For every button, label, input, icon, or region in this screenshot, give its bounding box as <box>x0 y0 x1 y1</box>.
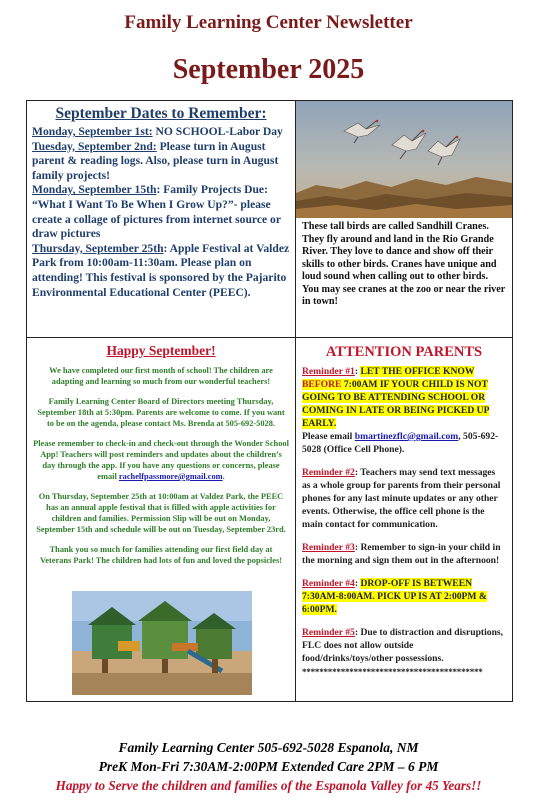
footer-hours: PreK Mon-Fri 7:30AM-2:00PM Extended Care 2PM – 6 PM <box>98 759 439 774</box>
reminder-text: Please email <box>302 431 355 442</box>
footer-tagline: Happy to Serve the children and families of the Espanola Valley for 45 Years!! <box>55 778 482 793</box>
happy-paragraph <box>33 438 289 482</box>
reminder-label: Reminder #2 <box>302 467 355 478</box>
reminder-label: Reminder #1 <box>302 366 355 377</box>
date-label: Monday, September 1st: <box>32 125 153 138</box>
dates-heading: September Dates to Remember: <box>55 105 267 122</box>
date-text: Please turn in August parent & reading logs. Also, please turn in August family projects! <box>32 139 279 182</box>
reminder-5 <box>302 626 506 665</box>
happy-paragraph: On Thursday, September 25th at 10:00am at Valdez Park, the PEEC has an annual apple festival that is filled with apple activities for children and families. Permission Slip will be out on Monday, September 15th and schedule will be out on Tuesday, September 23rd. <box>36 492 286 534</box>
reminder-text: , 505-692-5028 (Office Cell Phone). <box>302 431 499 455</box>
newsletter-month: September 2025 <box>172 54 365 85</box>
date-text: NO SCHOOL-Labor Day <box>152 125 283 138</box>
reminder-highlight: DROP-OFF IS BETWEEN 7:30AM-8:00AM. PICK UP IS AT 2:00PM & 6:00PM. <box>302 578 487 615</box>
reminder-colon: : <box>354 578 361 589</box>
reminder-text: : Teachers may send text messages as a whole group for parents from their personal phones for any last minute updates or any other events. Otherwise, the office cell phone is the main contact for communication. <box>302 467 501 530</box>
reminder-label: Reminder #5 <box>302 627 355 638</box>
date-label: Tuesday, September 2nd: <box>32 139 157 153</box>
reminder-4 <box>302 577 506 616</box>
reminder-3 <box>302 541 506 567</box>
happy-paragraph: We have completed our first month of school! The children are adapting and learning so much from our wonderful teachers! <box>49 366 273 386</box>
attention-heading: ATTENTION PARENTS <box>325 344 483 360</box>
reminder-text: : Remember to sign-in your child in the morning and sign them out in the afternoon! <box>302 542 501 566</box>
date-item <box>32 242 290 300</box>
happy-heading: Happy September! <box>106 343 216 358</box>
date-label: Monday, September 15th <box>32 183 157 197</box>
date-item <box>32 140 290 184</box>
reminder-before: BEFORE <box>302 379 342 390</box>
reminder-label: Reminder #4 <box>302 578 355 589</box>
date-item <box>32 125 290 140</box>
sandhill-cranes-box <box>295 100 513 338</box>
newsletter-title: Family Learning Center Newsletter <box>124 12 413 33</box>
happy-paragraph: Thank you so much for families attending our first field day at Veterans Park! The children had lots of fun and loved the popsicles! <box>39 545 283 565</box>
reminder-text: : Due to distraction and disruptions, FLC does not allow outside food/drinks/toys/other possessions. <box>302 627 504 664</box>
sandhill-cranes-photo <box>296 101 512 218</box>
reminder-label: Reminder #3 <box>302 542 355 553</box>
date-label: Thursday, September 25th <box>32 241 164 255</box>
reminder-highlight: LET THE OFFICE KNOW <box>360 366 475 377</box>
dates-to-remember-box <box>26 100 296 338</box>
reminder-1 <box>302 365 506 456</box>
star-divider: ****************************************** <box>302 667 483 677</box>
happy-paragraph-text: Please remember to check-in and check-out through the Wonder School App! Teachers will post reminders and updates about the children’s day through the app. If you have any questions or concerns, please email <box>33 439 289 481</box>
happy-september-box <box>26 337 296 702</box>
date-text: : Apple Festival at Valdez Park from 10:00am-11:30am. Please plan on attending! This festival is sponsored by the Pajarito Environmental Educational Center (PEEC). <box>32 241 290 299</box>
happy-paragraph: Family Learning Center Board of Directors meeting Thursday, September 18th at 5:30pm. Parents are welcome to come. If you want to be on the agenda, please contact Ms. Brenda at 505-692-5028. <box>37 397 285 428</box>
playground-photo <box>72 591 252 695</box>
cranes-caption: These tall birds are called Sandhill Cranes. They fly around and land in the Rio Grande River. They love to dance and show off their skills to other birds. Cranes have unique and loud sound when calling out to other birds. You may see cranes at the zoo or near the river in town! <box>302 221 506 307</box>
attention-parents-box <box>295 337 513 702</box>
office-email-link[interactable]: bmartinezflc@gmail.com <box>354 431 459 442</box>
date-text: : Family Projects Due: “What I Want To Be When I Grow Up?”- please create a collage of pictures from internet source or draw pictures <box>32 183 281 241</box>
date-item <box>32 183 290 241</box>
reminder-2 <box>302 466 506 531</box>
footer-contact: Family Learning Center 505-692-5028 Espanola, NM <box>118 740 419 755</box>
happy-paragraph-end: . <box>222 472 225 481</box>
reminder-colon: : <box>354 366 361 377</box>
reminder-highlight: 7:00AM IF YOUR CHILD IS NOT GOING TO BE ATTENDING SCHOOL OR COMING IN LATE OR BEING PICKED UP EARLY. <box>302 379 490 429</box>
teacher-email-link[interactable]: rachelfpassmore@gmail.com <box>118 472 223 481</box>
